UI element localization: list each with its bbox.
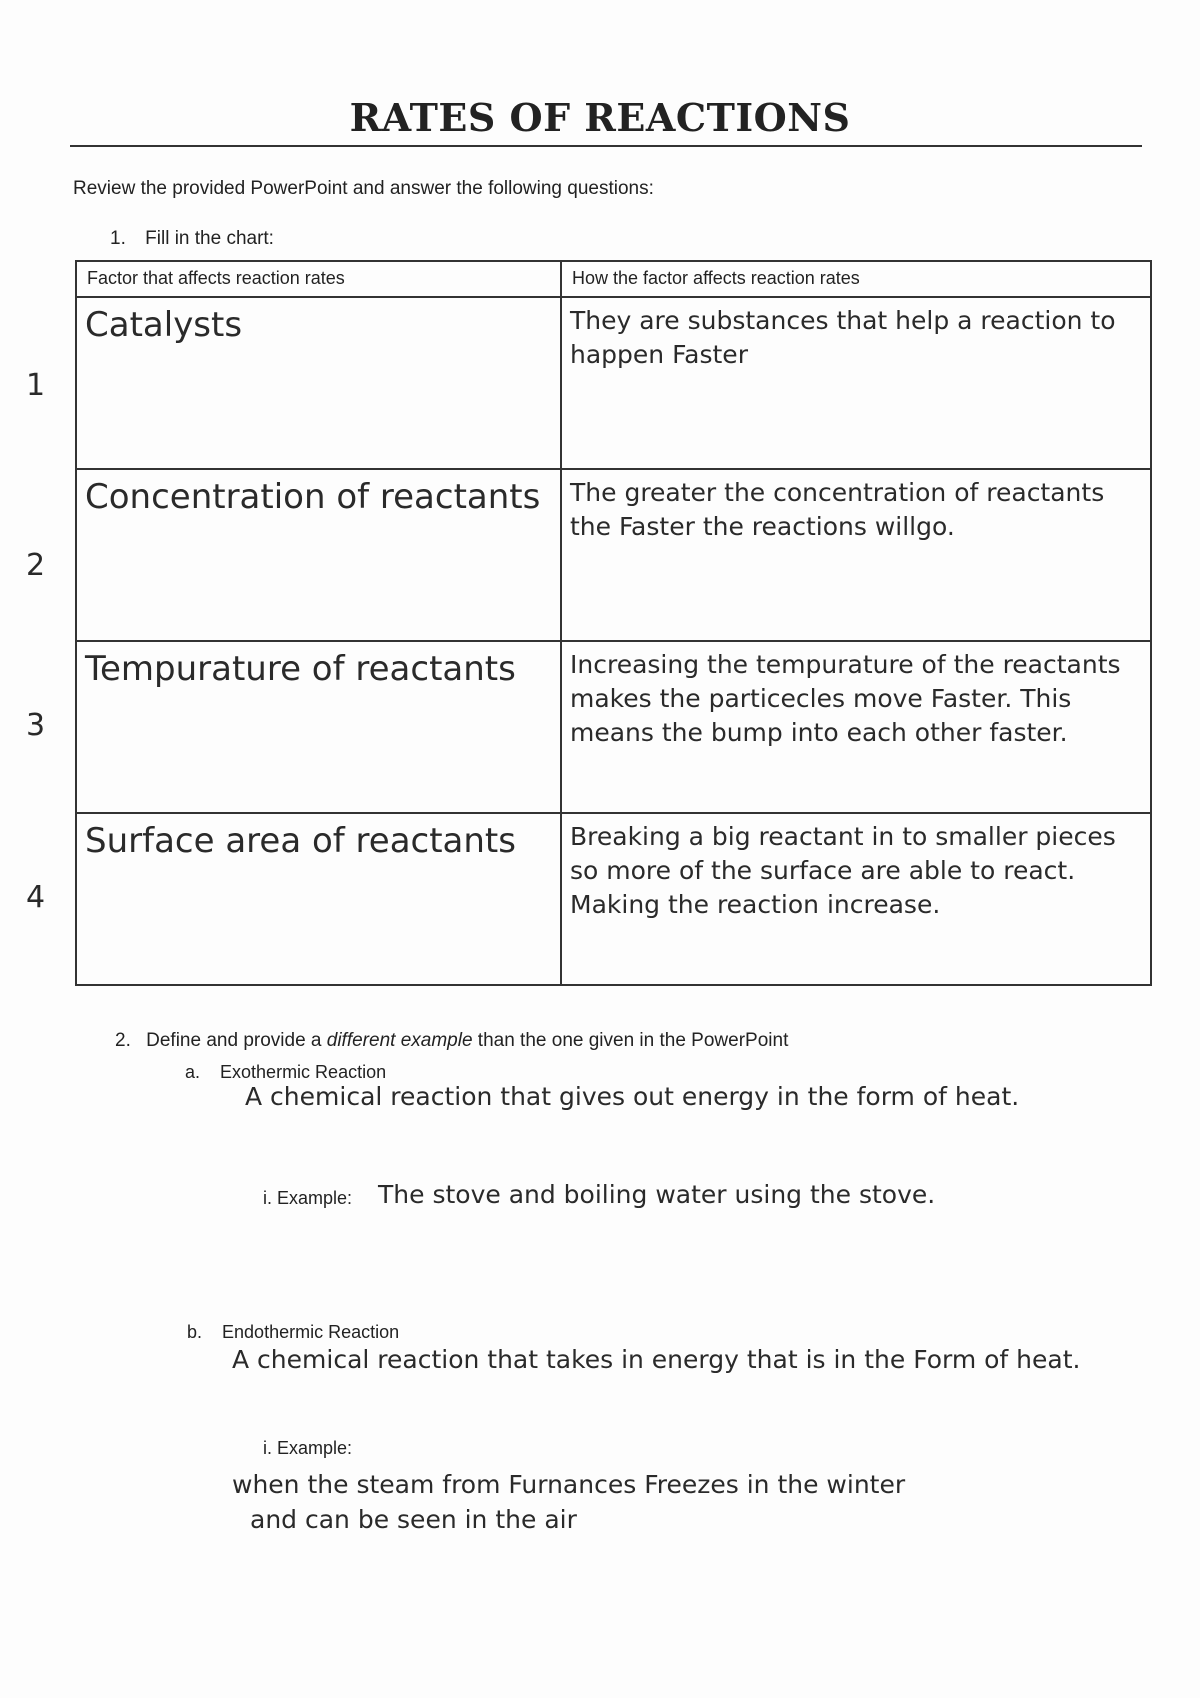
table-row bbox=[76, 469, 1151, 641]
endothermic-example-line-2[interactable]: and can be seen in the air bbox=[250, 1505, 577, 1534]
endothermic-example-label: i. Example: bbox=[263, 1438, 353, 1458]
question-2-text-before: Define and provide a bbox=[146, 1030, 322, 1051]
part-letter: b. bbox=[187, 1322, 203, 1342]
factor-cell[interactable] bbox=[76, 297, 561, 469]
factors-chart bbox=[75, 260, 1152, 986]
question-1-text: Fill in the chart: bbox=[145, 228, 274, 249]
factor-answer: Tempurature of reactants bbox=[85, 649, 516, 689]
part-letter: a. bbox=[185, 1062, 201, 1082]
factor-answer: Surface area of reactants bbox=[85, 821, 516, 861]
effect-answer: They are substances that help a reaction to happen Faster bbox=[570, 306, 1116, 369]
part-title: Exothermic Reaction bbox=[220, 1062, 387, 1082]
question-1-number: 1. bbox=[110, 228, 126, 249]
exothermic-label bbox=[185, 1062, 386, 1083]
question-1 bbox=[110, 228, 274, 250]
part-title: Endothermic Reaction bbox=[222, 1322, 400, 1342]
exothermic-definition[interactable]: A chemical reaction that gives out energy in the form of heat. bbox=[245, 1082, 1020, 1111]
question-2-text-emphasis: different example bbox=[326, 1030, 473, 1051]
factor-cell[interactable] bbox=[76, 469, 561, 641]
row-number: 3 bbox=[26, 708, 46, 743]
chart-header-effect: How the factor affects reaction rates bbox=[561, 261, 1151, 297]
factor-answer: Concentration of reactants bbox=[85, 477, 541, 517]
row-number: 2 bbox=[26, 548, 46, 583]
endothermic-label bbox=[187, 1322, 399, 1343]
instructions: Review the provided PowerPoint and answer the following questions: bbox=[73, 178, 654, 199]
effect-answer: The greater the concentration of reactants the Faster the reactions willgo. bbox=[570, 478, 1105, 541]
effect-answer: Increasing the tempurature of the reactants makes the particecles move Faster. This means the bump into each other faster. bbox=[570, 650, 1121, 747]
chart-header-row bbox=[76, 261, 1151, 297]
factor-answer: Catalysts bbox=[85, 305, 243, 345]
factor-cell[interactable] bbox=[76, 641, 561, 813]
endothermic-definition[interactable]: A chemical reaction that takes in energy that is in the Form of heat. bbox=[232, 1345, 1081, 1374]
question-2-text-after: than the one given in the PowerPoint bbox=[477, 1030, 789, 1051]
question-2 bbox=[115, 1030, 788, 1052]
table-row bbox=[76, 641, 1151, 813]
effect-cell[interactable] bbox=[561, 813, 1151, 985]
page-title: RATES OF REACTIONS bbox=[349, 95, 851, 140]
row-number: 4 bbox=[26, 880, 46, 915]
chart-header-factor: Factor that affects reaction rates bbox=[76, 261, 561, 297]
table-row bbox=[76, 813, 1151, 985]
effect-cell[interactable] bbox=[561, 297, 1151, 469]
question-2-number: 2. bbox=[115, 1030, 131, 1051]
row-number: 1 bbox=[26, 368, 46, 403]
table-row bbox=[76, 297, 1151, 469]
effect-answer: Breaking a big reactant in to smaller pieces so more of the surface are able to react. Making the reaction increase. bbox=[570, 822, 1116, 919]
exothermic-example[interactable]: The stove and boiling water using the stove. bbox=[378, 1180, 936, 1209]
effect-cell[interactable] bbox=[561, 641, 1151, 813]
exothermic-example-label: i. Example: bbox=[263, 1188, 353, 1208]
endothermic-example-line-1[interactable]: when the steam from Furnances Freezes in the winter bbox=[232, 1470, 906, 1499]
effect-cell[interactable] bbox=[561, 469, 1151, 641]
factor-cell[interactable] bbox=[76, 813, 561, 985]
title-divider bbox=[70, 145, 1142, 147]
